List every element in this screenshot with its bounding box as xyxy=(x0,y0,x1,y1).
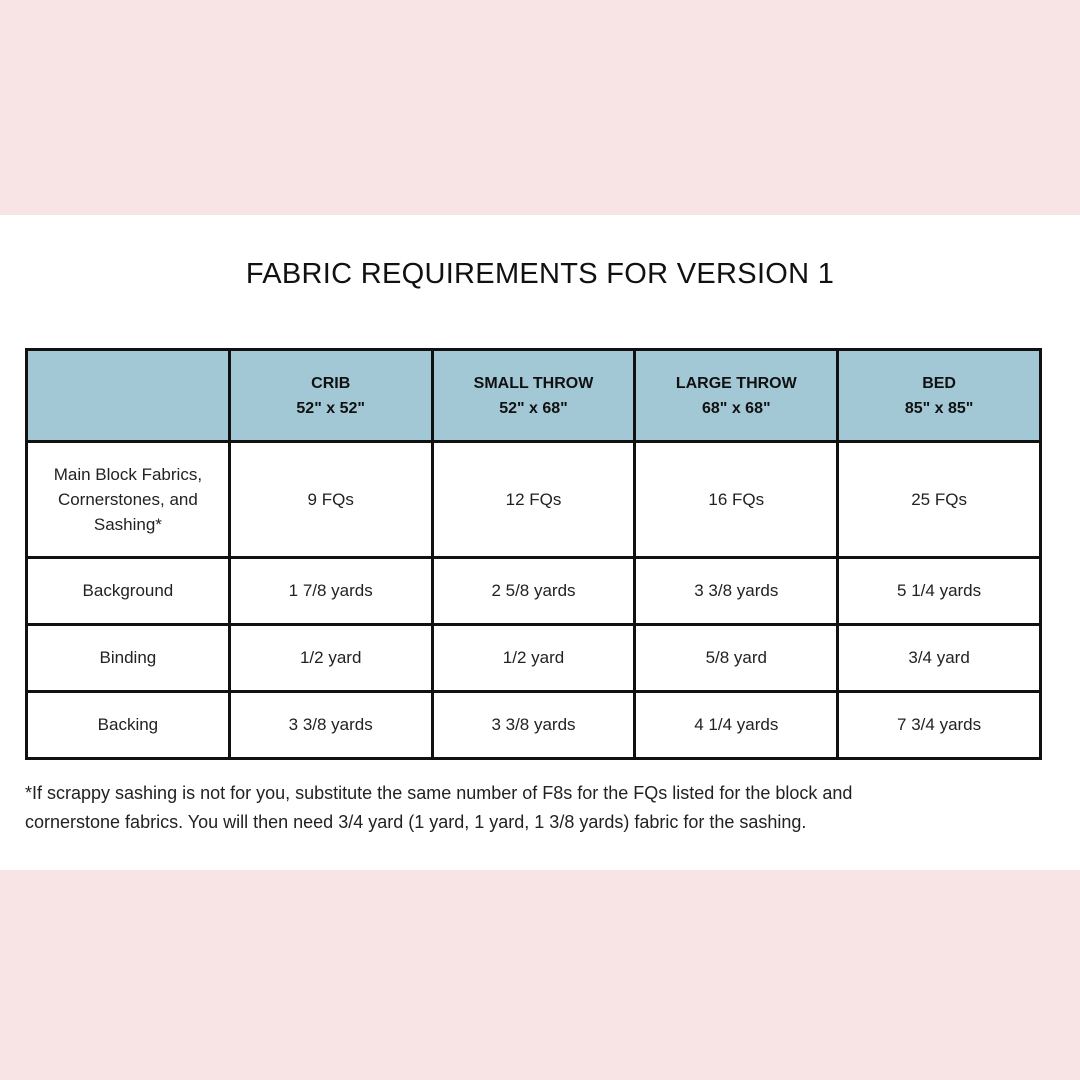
column-name: LARGE THROW xyxy=(675,374,797,392)
column-size: 68" x 68" xyxy=(702,399,771,417)
row-label: Background xyxy=(27,558,230,625)
table-cell: 7 3/4 yards xyxy=(838,692,1041,759)
footnote-line: cornerstone fabrics. You will then need 3/4 yard (1 yard, 1 yard, 1 3/8 yards) fabric for the sashing. xyxy=(25,812,807,832)
row-label xyxy=(27,442,230,558)
table-cell: 3/4 yard xyxy=(838,625,1041,692)
column-size: 52" x 68" xyxy=(499,399,568,417)
column-header-crib xyxy=(229,350,432,442)
row-label: Binding xyxy=(27,625,230,692)
footnote-line: *If scrappy sashing is not for you, substitute the same number of F8s for the FQs listed for the block and xyxy=(25,783,853,803)
column-name: BED xyxy=(922,374,956,392)
column-size: 85" x 85" xyxy=(904,399,974,417)
column-size: 52" x 52" xyxy=(296,399,365,417)
row-label-line: Cornerstones, and xyxy=(57,490,198,509)
page-title: FABRIC REQUIREMENTS FOR VERSION 1 xyxy=(245,258,835,290)
table-row-main-block-fabrics xyxy=(27,442,1041,558)
table-cell: 1/2 yard xyxy=(432,625,635,692)
row-label-line: Main Block Fabrics, xyxy=(53,465,203,484)
table-cell: 5 1/4 yards xyxy=(838,558,1041,625)
table-cell: 3 3/8 yards xyxy=(229,692,432,759)
table-cell: 1/2 yard xyxy=(229,625,432,692)
table-row-binding xyxy=(27,625,1041,692)
table-cell: 4 1/4 yards xyxy=(635,692,838,759)
fabric-requirements-table xyxy=(25,348,1042,760)
table-header-row xyxy=(27,350,1041,442)
row-label: Backing xyxy=(27,692,230,759)
column-header-small-throw xyxy=(432,350,635,442)
column-name: SMALL THROW xyxy=(473,374,594,392)
table-cell: 16 FQs xyxy=(635,442,838,558)
table-cell: 12 FQs xyxy=(432,442,635,558)
table-cell: 2 5/8 yards xyxy=(432,558,635,625)
table-cell: 5/8 yard xyxy=(635,625,838,692)
table-cell: 3 3/8 yards xyxy=(432,692,635,759)
row-label-line: Sashing* xyxy=(93,515,162,534)
table-row-backing xyxy=(27,692,1041,759)
column-header-bed xyxy=(838,350,1041,442)
table-cell: 1 7/8 yards xyxy=(229,558,432,625)
column-header-large-throw xyxy=(635,350,838,442)
table-cell: 3 3/8 yards xyxy=(635,558,838,625)
table-row-background xyxy=(27,558,1041,625)
footnote xyxy=(25,779,1055,837)
table-cell: 25 FQs xyxy=(838,442,1041,558)
column-name: CRIB xyxy=(311,374,351,392)
header-empty-cell xyxy=(27,350,230,442)
table-cell: 9 FQs xyxy=(229,442,432,558)
